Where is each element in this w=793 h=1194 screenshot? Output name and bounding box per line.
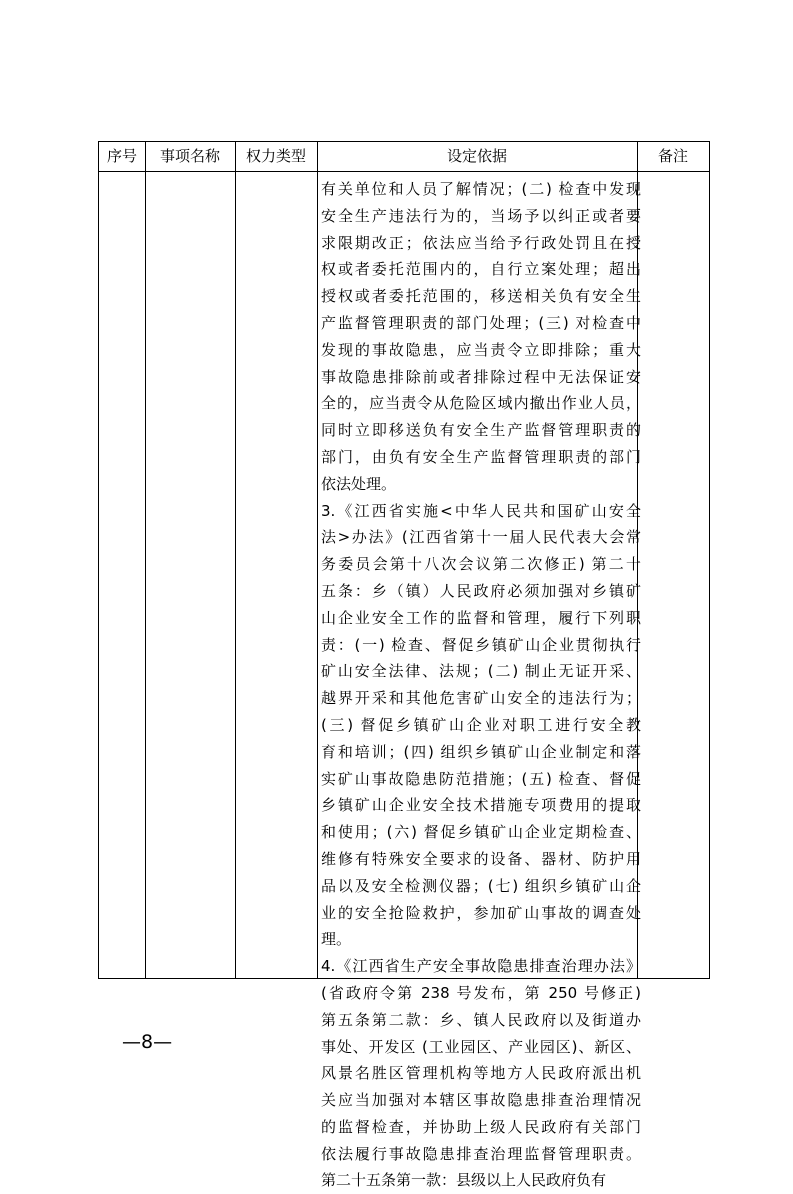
basis-text-line: 权或者委托范围内的，自行立案处理；超出 xyxy=(321,260,641,279)
basis-text-line: 依法处理。 xyxy=(321,474,397,493)
basis-text-line: 有关单位和人员了解情况；(二) 检查中发现 xyxy=(321,180,641,198)
basis-text-line: 3.《江西省实施<中华人民共和国矿山安全 xyxy=(321,501,641,520)
basis-text-line: 部门，由负有安全生产监督管理职责的部门 xyxy=(321,447,641,466)
header-power-type: 权力类型 xyxy=(245,147,306,165)
basis-text-line: 依法履行事故隐患排查治理监督管理职责。 xyxy=(321,1144,641,1163)
basis-cell xyxy=(321,176,641,1194)
basis-text-line: 山企业安全工作的监督和管理，履行下列职 xyxy=(321,608,641,627)
basis-text-line: 同时立即移送负有安全生产监督管理职责的 xyxy=(321,421,641,440)
basis-text-line: 第二十五条第一款：县级以上人民政府负有 xyxy=(321,1171,607,1190)
basis-text-line: 全的，应当责令从危险区域内撤出作业人员， xyxy=(321,394,641,413)
basis-text-line: 发现的事故隐患，应当责令立即排除；重大 xyxy=(321,340,641,359)
basis-text-line: 越界开采和其他危害矿山安全的违法行为； xyxy=(321,689,641,708)
basis-text-line: (省政府令第 238 号发布，第 250 号修正) xyxy=(321,983,641,1002)
basis-text-line: 理。 xyxy=(321,930,352,949)
page-number: —8— xyxy=(122,1031,173,1053)
basis-text-line: 实矿山事故隐患防范措施；(五) 检查、督促 xyxy=(321,769,641,788)
basis-text-line: 产监督管理职责的部门处理；(三) 对检查中 xyxy=(321,313,641,332)
basis-text-line: 乡镇矿山企业安全技术措施专项费用的提取 xyxy=(321,796,641,815)
authority-list-table xyxy=(98,141,710,1190)
header-basis: 设定依据 xyxy=(446,147,507,165)
header-remarks: 备注 xyxy=(657,147,688,165)
basis-text-line: 授权或者委托范围的，移送相关负有安全生 xyxy=(321,287,641,306)
basis-text-line: 第五条第二款：乡、镇人民政府以及街道办 xyxy=(321,1010,641,1029)
basis-text-line: 风景名胜区管理机构等地方人民政府派出机 xyxy=(321,1064,641,1083)
basis-text-line: (三) 督促乡镇矿山企业对职工进行安全教 xyxy=(321,715,641,734)
basis-text-line: 和使用；(六) 督促乡镇矿山企业定期检查、 xyxy=(321,823,641,842)
table-header-row xyxy=(99,142,709,172)
basis-text-line: 五条：乡（镇）人民政府必须加强对乡镇矿 xyxy=(321,581,641,600)
column-divider xyxy=(145,142,146,978)
basis-text-line: 关应当加强对本辖区事故隐患排查治理情况 xyxy=(321,1091,641,1110)
basis-text-line: 品以及安全检测仪器；(七) 组织乡镇矿山企 xyxy=(321,876,641,895)
basis-text-line: 求限期改正；依法应当给予行政处罚且在授 xyxy=(321,233,641,252)
header-item-name: 事项名称 xyxy=(159,147,220,165)
basis-text-line: 4.《江西省生产安全事故隐患排查治理办法》 xyxy=(321,957,641,976)
basis-text-line: 安全生产违法行为的，当场予以纠正或者要 xyxy=(321,206,641,225)
basis-text-line: 育和培训；(四) 组织乡镇矿山企业制定和落 xyxy=(321,742,641,761)
basis-text-line: 的监督检查，并协助上级人民政府有关部门 xyxy=(321,1117,641,1136)
basis-text-line: 业的安全抢险救护，参加矿山事故的调查处 xyxy=(321,903,641,922)
basis-text-line: 责：(一) 检查、督促乡镇矿山企业贯彻执行 xyxy=(321,635,641,654)
basis-text-line: 维修有特殊安全要求的设备、器材、防护用 xyxy=(321,849,641,868)
basis-text-line: 事处、开发区 (工业园区、产业园区)、新区、 xyxy=(321,1037,641,1056)
basis-text-line: 务委员会第十八次会议第二次修正) 第二十 xyxy=(321,555,641,574)
column-divider xyxy=(235,142,236,978)
basis-text-line: 法>办法》(江西省第十一届人民代表大会常 xyxy=(321,528,641,547)
basis-text-line: 矿山安全法律、法规；(二) 制止无证开采、 xyxy=(321,662,641,681)
basis-text-line: 事故隐患排除前或者排除过程中无法保证安 xyxy=(321,367,641,386)
header-serial-no: 序号 xyxy=(106,147,137,165)
column-divider xyxy=(317,142,318,978)
